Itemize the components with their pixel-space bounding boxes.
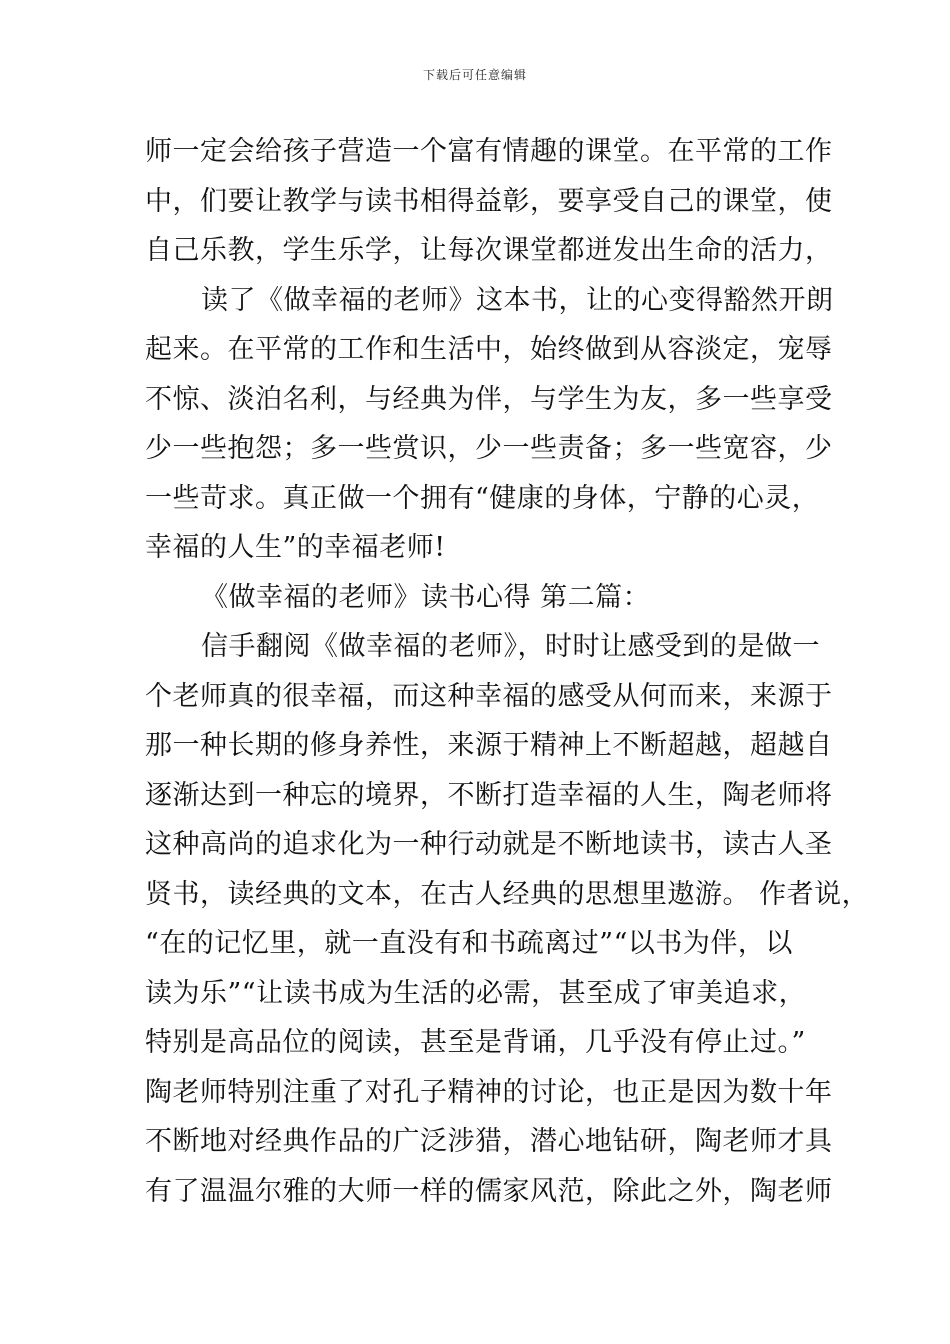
text-line: 读为乐”“让读书成为生活的必需，甚至成了审美追求，	[145, 977, 807, 1009]
text-line: “在的记忆里，就一直没有和书疏离过”“以书为伴，以	[145, 928, 793, 959]
text-line: 少一些抱怨；多一些赏识，少一些责备；多一些宽容，少	[145, 433, 833, 464]
text-line: 个老师真的很幸福，而这种幸福的感受从何而来，来源于	[145, 680, 833, 712]
text-line: 一些苛求。真正做一个拥有“健康的身体，宁静的心灵，	[145, 482, 820, 514]
text-line: 起来。在平常的工作和生活中，始终做到从容淡定，宠辱	[145, 334, 833, 365]
text-line: 读了《做幸福的老师》这本书，让的心变得豁然开朗	[201, 284, 834, 316]
text-line: 有了温温尔雅的大师一样的儒家风范，除此之外，陶老师	[145, 1175, 833, 1207]
text-line: 自己乐教，学生乐学，让每次课堂都迸发出生命的活力，	[145, 235, 833, 266]
text-line: 信手翻阅《做幸福的老师》，时时让感受到的是做一	[201, 631, 820, 662]
text-line: 师一定会给孩子营造一个富有情趣的课堂。在平常的工作	[145, 136, 833, 167]
text-line: 逐渐达到一种忘的境界，不断打造幸福的人生，陶老师将	[145, 779, 833, 811]
body-text	[145, 127, 870, 1216]
text-line: 那一种长期的修身养性，来源于精神上不断超越，超越自	[145, 730, 833, 761]
text-line: 陶老师特别注重了对孔子精神的讨论，也正是因为数十年	[145, 1076, 833, 1108]
text-line: 特别是高品位的阅读，甚至是背诵，几乎没有停止过。”	[145, 1027, 806, 1058]
text-line: 幸福的人生”的幸福老师!	[145, 532, 446, 563]
text-line: 这种高尚的追求化为一种行动就是不断地读书，读古人圣	[145, 829, 833, 860]
text-line: 不断地对经典作品的广泛涉猎，潜心地钻研，陶老师才具	[145, 1126, 833, 1157]
text-line: 《做幸福的老师》读书心得 第二篇：	[201, 581, 651, 613]
text-line: 不惊、淡泊名利，与经典为伴，与学生为友，多一些享受	[145, 383, 833, 415]
page-header: 下载后可任意编辑	[422, 68, 527, 82]
text-line: 贤书，读经典的文本，在古人经典的思想里遨游。 作者说，	[145, 878, 870, 910]
text-line: 中，们要让教学与读书相得益彰，要享受自己的课堂，使	[145, 185, 833, 217]
